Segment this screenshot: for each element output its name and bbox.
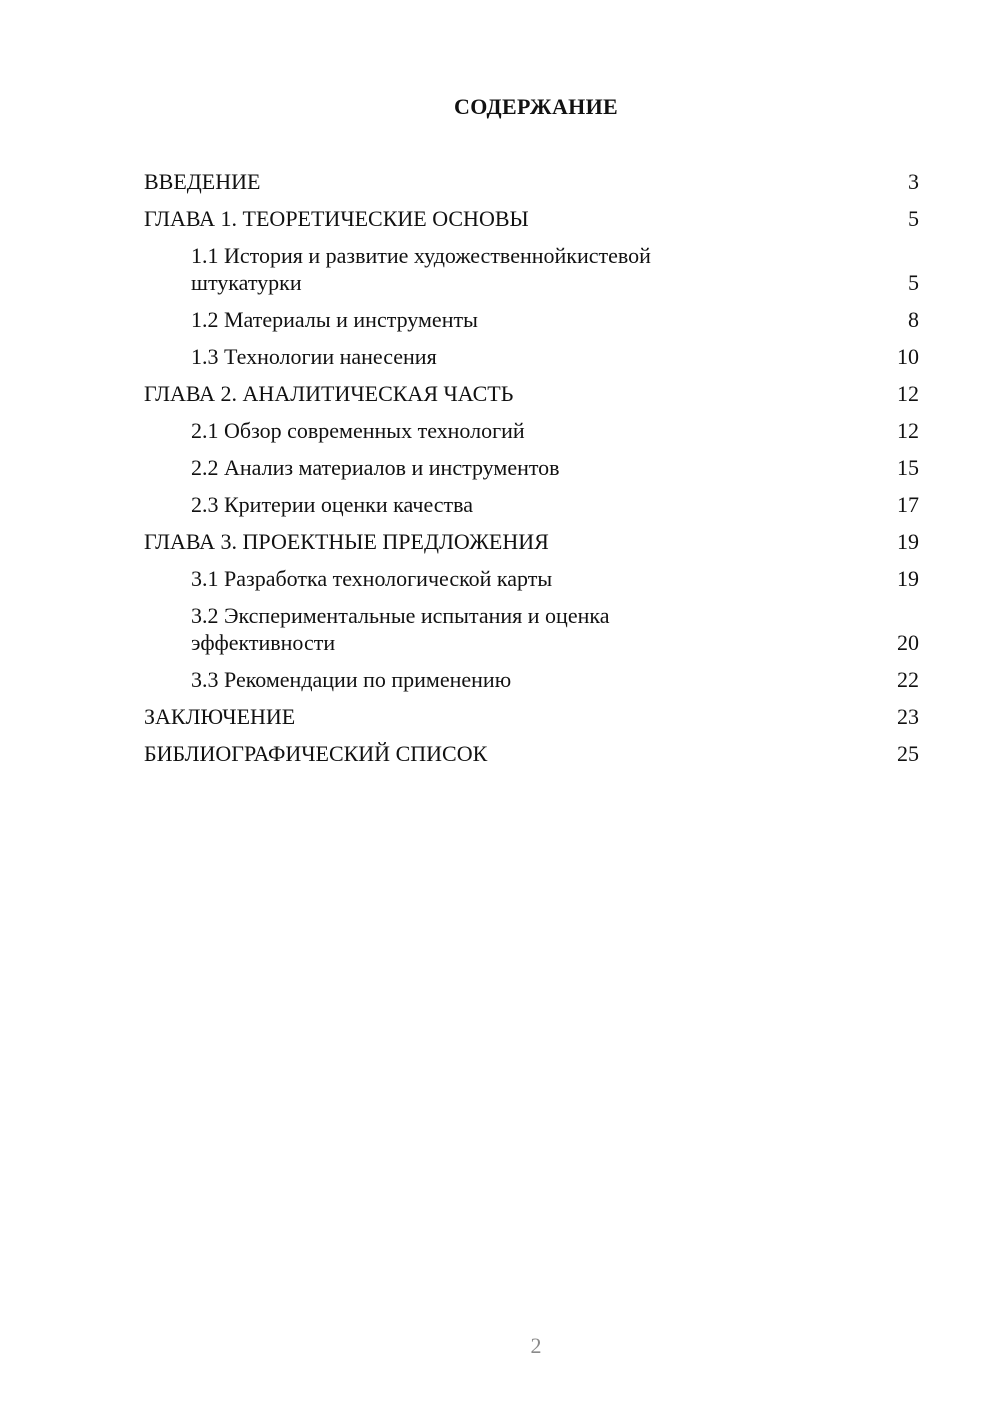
toc-entry-introduction[interactable] [144, 168, 919, 195]
toc-entry-text: 1.3 Технологии нанесения [191, 344, 437, 369]
toc-entry-page: 17 [897, 492, 919, 517]
toc-entry-text: 1.2 Материалы и инструменты [191, 307, 478, 332]
toc-entry-bibliography[interactable] [144, 740, 919, 767]
toc-entry-chapter-3[interactable] [144, 528, 919, 555]
toc-entry-text: ГЛАВА 2. АНАЛИТИЧЕСКАЯ ЧАСТЬ [144, 381, 514, 406]
table-of-contents [144, 168, 919, 777]
toc-entry-page: 5 [908, 206, 919, 231]
toc-entry-page: 8 [908, 307, 919, 332]
toc-entry-chapter-2[interactable] [144, 380, 919, 407]
toc-entry-page: 12 [897, 418, 919, 443]
toc-entry-text: ГЛАВА 3. ПРОЕКТНЫЕ ПРЕДЛОЖЕНИЯ [144, 529, 549, 554]
toc-entry-section-3-3[interactable] [144, 666, 919, 693]
toc-entry-text: ГЛАВА 1. ТЕОРЕТИЧЕСКИЕ ОСНОВЫ [144, 206, 529, 231]
toc-entry-conclusion[interactable] [144, 703, 919, 730]
toc-entry-page: 25 [897, 741, 919, 766]
toc-entry-page: 19 [897, 566, 919, 591]
toc-entry-text: 3.3 Рекомендации по применению [191, 667, 512, 692]
toc-entry-text: ВВЕДЕНИЕ [144, 169, 261, 194]
toc-entry-section-1-1[interactable] [144, 242, 919, 296]
toc-entry-page: 5 [908, 270, 919, 295]
toc-entry-text: 3.2 Экспериментальные испытания и оценка эффективности [191, 603, 610, 655]
page-number: 2 [530, 1333, 542, 1358]
toc-entry-section-1-3[interactable] [144, 343, 919, 370]
toc-entry-page: 20 [897, 630, 919, 655]
toc-entry-page: 23 [897, 704, 919, 729]
toc-entry-section-3-2[interactable] [144, 602, 919, 656]
toc-entry-page: 15 [897, 455, 919, 480]
toc-entry-section-1-2[interactable] [144, 306, 919, 333]
page-title: СОДЕРЖАНИЕ [454, 94, 618, 119]
toc-entry-page: 3 [908, 169, 919, 194]
toc-entry-section-2-3[interactable] [144, 491, 919, 518]
toc-entry-section-2-2[interactable] [144, 454, 919, 481]
toc-entry-section-2-1[interactable] [144, 417, 919, 444]
toc-entry-page: 12 [897, 381, 919, 406]
toc-entry-text: ЗАКЛЮЧЕНИЕ [144, 704, 296, 729]
toc-entry-section-3-1[interactable] [144, 565, 919, 592]
toc-entry-page: 10 [897, 344, 919, 369]
toc-entry-page: 19 [897, 529, 919, 554]
toc-entry-text: БИБЛИОГРАФИЧЕСКИЙ СПИСОК [144, 741, 488, 766]
toc-entry-text: 2.1 Обзор современных технологий [191, 418, 525, 443]
toc-entry-text: 2.3 Критерии оценки качества [191, 492, 474, 517]
toc-entry-text: 2.2 Анализ материалов и инструментов [191, 455, 560, 480]
toc-entry-page: 22 [897, 667, 919, 692]
toc-entry-chapter-1[interactable] [144, 205, 919, 232]
toc-entry-text: 1.1 История и развитие художественнойкистевой штукатурки [191, 243, 651, 295]
toc-entry-text: 3.1 Разработка технологической карты [191, 566, 553, 591]
